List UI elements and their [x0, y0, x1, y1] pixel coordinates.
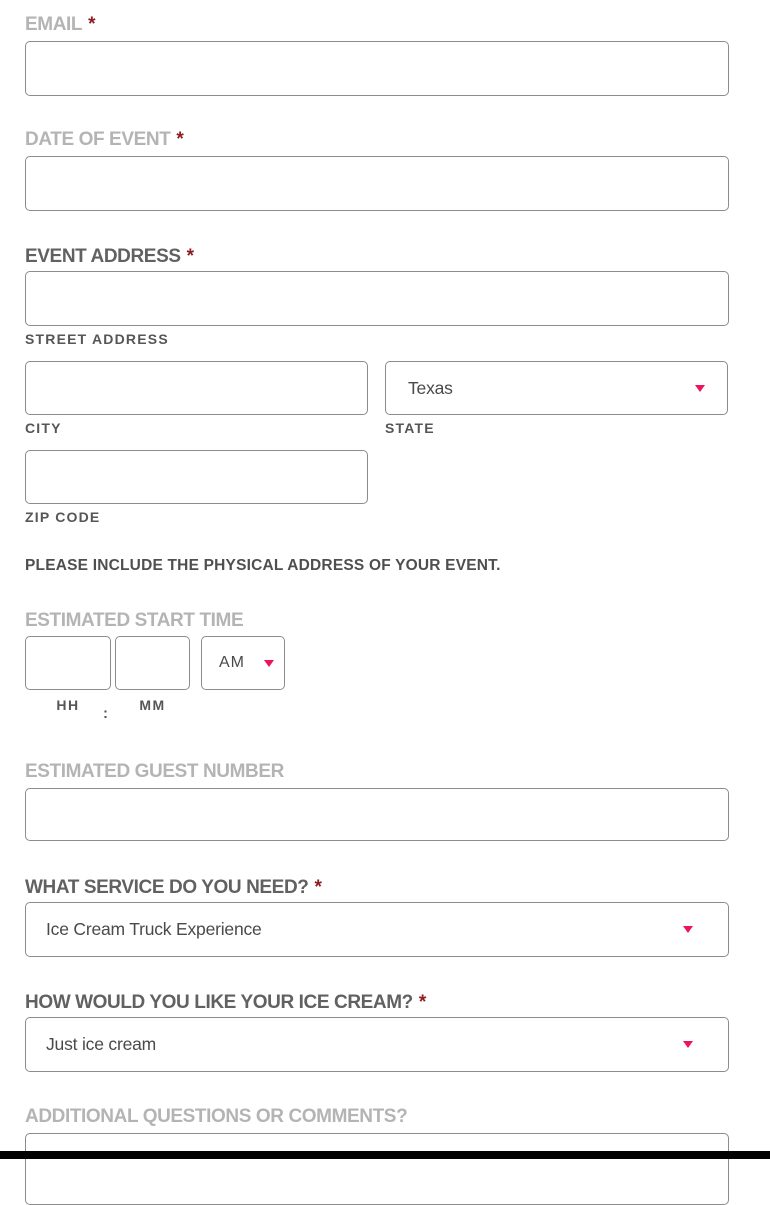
- minute-input[interactable]: [115, 636, 190, 690]
- hour-sublabel: HH: [56, 697, 80, 713]
- street-address-input[interactable]: [25, 271, 729, 326]
- city-column: [25, 361, 368, 436]
- ice-cream-style-label-text: HOW WOULD YOU LIKE YOUR ICE CREAM?: [25, 992, 413, 1013]
- zip-code-input[interactable]: [25, 450, 368, 504]
- comments-label: ADDITIONAL QUESTIONS OR COMMENTS?: [25, 1106, 408, 1127]
- service-label: [25, 879, 729, 897]
- guest-number-input[interactable]: [25, 788, 729, 841]
- email-input[interactable]: [25, 41, 729, 96]
- guest-number-field-group: [25, 763, 729, 841]
- date-of-event-field-group: [25, 131, 729, 211]
- event-address-field-group: [25, 248, 729, 575]
- state-select[interactable]: [385, 361, 728, 415]
- date-of-event-label: [25, 131, 729, 149]
- start-time-field-group: [25, 610, 729, 722]
- guest-number-label: ESTIMATED GUEST NUMBER: [25, 761, 284, 782]
- time-inputs-row: [25, 636, 729, 690]
- hour-input[interactable]: [25, 636, 111, 690]
- city-state-row: [25, 361, 729, 436]
- chevron-down-icon: [683, 926, 693, 933]
- ice-cream-style-required-asterisk: *: [418, 992, 427, 1013]
- state-select-value: Texas: [408, 377, 453, 398]
- email-label-text: EMAIL: [25, 14, 83, 35]
- address-note: PLEASE INCLUDE THE PHYSICAL ADDRESS OF YOUR EVENT.: [25, 557, 501, 574]
- service-required-asterisk: *: [314, 877, 322, 898]
- street-address-sublabel: STREET ADDRESS: [25, 331, 169, 347]
- date-of-event-input[interactable]: [25, 156, 729, 211]
- time-separator: :: [103, 705, 108, 722]
- city-input[interactable]: [25, 361, 368, 415]
- chevron-down-icon: [683, 1041, 693, 1048]
- ice-cream-style-label: [25, 994, 729, 1012]
- meridiem-select[interactable]: [201, 636, 285, 690]
- chevron-down-icon: [695, 385, 705, 392]
- city-sublabel: CITY: [25, 420, 62, 436]
- event-address-required-asterisk: *: [186, 246, 195, 267]
- event-address-label: [25, 248, 729, 266]
- service-select[interactable]: [25, 902, 729, 957]
- email-required-asterisk: *: [88, 14, 96, 35]
- service-label-text: WHAT SERVICE DO YOU NEED?: [25, 877, 309, 898]
- comments-textarea[interactable]: [25, 1133, 729, 1205]
- service-select-value: Ice Cream Truck Experience: [46, 919, 262, 939]
- date-of-event-label-text: DATE OF EVENT: [25, 129, 171, 150]
- time-sublabels-row: [25, 697, 729, 722]
- email-label: [25, 16, 729, 34]
- minute-sublabel: MM: [139, 697, 166, 713]
- service-field-group: [25, 879, 729, 957]
- chevron-down-icon: [264, 660, 274, 667]
- state-sublabel: STATE: [385, 420, 435, 436]
- email-field-group: [25, 16, 729, 96]
- ice-cream-style-select-value: Just ice cream: [46, 1034, 157, 1054]
- zip-code-sublabel: ZIP CODE: [25, 509, 101, 525]
- ice-cream-style-field-group: [25, 994, 729, 1072]
- start-time-label: ESTIMATED START TIME: [25, 610, 244, 631]
- ice-cream-style-select[interactable]: [25, 1017, 729, 1072]
- zip-column: [25, 450, 368, 525]
- meridiem-select-value: AM: [219, 654, 245, 671]
- event-address-label-text: EVENT ADDRESS: [25, 246, 181, 267]
- date-of-event-required-asterisk: *: [176, 129, 184, 150]
- bottom-black-bar: [0, 1151, 770, 1159]
- state-column: [385, 361, 728, 436]
